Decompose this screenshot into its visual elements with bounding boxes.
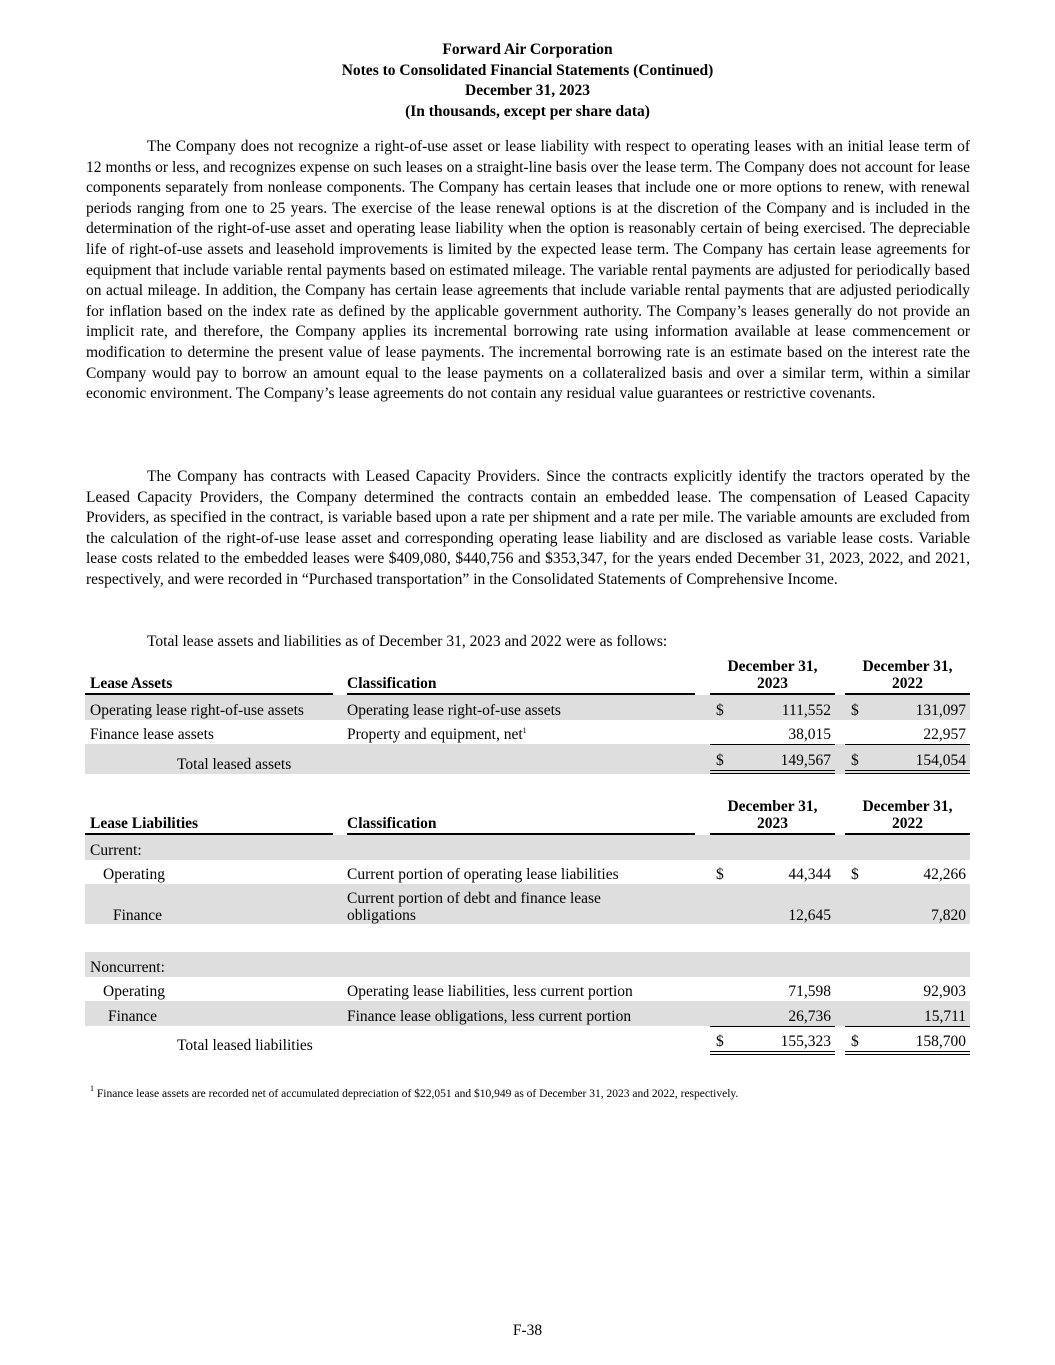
currency-symbol: $ (851, 1033, 859, 1050)
column-header-classification: Classification (347, 658, 695, 695)
document-subtitle: Notes to Consolidated Financial Statements (Continued) (341, 61, 714, 79)
total-value-2023: 149,567 (780, 751, 831, 769)
row-label: Operating lease right-of-use assets (90, 701, 304, 719)
value-2022: 22,957 (923, 726, 966, 743)
table-row (85, 860, 970, 885)
currency-symbol: $ (716, 1033, 724, 1050)
footnote-marker: 1 (90, 1084, 94, 1093)
total-value-2022: 158,700 (915, 1033, 966, 1050)
total-row (85, 744, 970, 774)
value-2022: 42,266 (923, 866, 966, 883)
row-label: Finance lease assets (90, 726, 214, 743)
value-2022: 7,820 (931, 907, 966, 924)
units-note: (In thousands, except per share data) (405, 102, 650, 120)
row-classification: Operating lease right-of-use assets (347, 695, 695, 720)
currency-symbol: $ (716, 701, 724, 719)
value-2022: 92,903 (923, 983, 966, 1000)
table-row (85, 720, 970, 745)
currency-symbol: $ (851, 866, 859, 883)
row-label: Operating (103, 983, 165, 1000)
row-label: Finance (113, 907, 163, 924)
column-header-lease-liabilities: Lease Liabilities (85, 798, 333, 835)
total-value-2023: 155,323 (780, 1033, 831, 1050)
total-value-2022: 154,054 (915, 751, 966, 769)
currency-symbol: $ (716, 866, 724, 883)
lease-liabilities-table (85, 798, 970, 1055)
currency-symbol: $ (851, 701, 859, 719)
value-2022: 15,711 (923, 1007, 966, 1025)
paragraph-table-intro: Total lease assets and liabilities as of December 31, 2023 and 2022 were as follows: (147, 633, 668, 650)
footnote-marker: 1 (522, 726, 527, 735)
row-classification: Finance lease obligations, less current portion (347, 1001, 695, 1026)
column-header-2023: December 31, 2023 (710, 798, 835, 835)
section-row-noncurrent (85, 952, 970, 977)
table-header-row (85, 658, 970, 695)
section-label: Noncurrent: (90, 958, 165, 976)
footnote (90, 1084, 738, 1100)
table-header-row (85, 798, 970, 835)
table-row (85, 977, 970, 1002)
table-row (85, 884, 970, 924)
paragraph-lease-policy: The Company does not recognize a right-of-use asset or lease liability with respect to operating leases with an initial lease term of 12 months or less, and recognizes expense on such leases on a straight-line basis over the lease term. The Company does not account for lease components separately from nonlease components. The Company has certain leases that include one or more options to renew, with renewal periods ranging from one to 25 years. The exercise of the lease renewal options is at the discretion of the Company and is included in the determination of the right-of-use asset and operating lease liability when the option is reasonably certain of being exercised. The depreciable life of right-of-use assets and leasehold improvements is limited by the expected lease term. The Company has certain lease agreements for equipment that include variable rental payments based on estimated mileage. The variable rental payments are adjusted for periodically based on actual mileage. In addition, the Company has certain lease agreements that include variable rental payments that are adjusted periodically for inflation based on the index rate as defined by the applicable government authority. The Company’s leases generally do not provide an implicit rate, and therefore, the Company applies its incremental borrowing rate using information available at lease commencement or modification to determine the present value of lease payments. The incremental borrowing rate is an estimate based on the interest rate the Company would pay to borrow an amount equal to the lease payments on a collateralized basis and over a similar term, within a similar economic environment. The Company’s lease agreements do not contain any residual value guarantees or restrictive covenants. (86, 138, 970, 403)
statement-date: December 31, 2023 (465, 82, 590, 99)
footnote-text: Finance lease assets are recorded net of accumulated depreciation of $22,051 and $10,949 as of December 31, 2023 and 2022, respectively. (96, 1088, 739, 1100)
table-row (85, 1001, 970, 1026)
row-label: Finance (108, 1007, 158, 1025)
row-label: Operating (103, 866, 165, 883)
currency-symbol: $ (716, 751, 724, 769)
value-2022: 131,097 (915, 701, 966, 719)
column-header-2023: December 31, 2023 (710, 658, 835, 695)
page-header (0, 40, 1055, 122)
currency-symbol: $ (851, 751, 859, 769)
value-2023: 111,552 (781, 701, 831, 719)
row-classification: Current portion of operating lease liabilities (347, 866, 619, 883)
total-label: Total leased liabilities (177, 1037, 313, 1054)
spacer-row (85, 924, 970, 952)
page-number: F-38 (512, 1322, 543, 1339)
column-header-2022: December 31, 2022 (845, 798, 970, 835)
row-classification: Operating lease liabilities, less current portion (347, 983, 633, 1000)
value-2023: 71,598 (788, 983, 831, 1000)
company-name: Forward Air Corporation (442, 41, 613, 58)
value-2023: 12,645 (788, 907, 831, 924)
lease-assets-table (85, 658, 970, 774)
total-row (85, 1026, 970, 1056)
value-2023: 26,736 (788, 1007, 831, 1025)
column-header-classification: Classification (347, 798, 695, 835)
column-header-lease-assets: Lease Assets (85, 658, 333, 695)
paragraph-leased-capacity: The Company has contracts with Leased Capacity Providers. Since the contracts explicitly identify the tractors operated by the Leased Capacity Providers, the Company determined the contracts contain an embedded lease. The compensation of Leased Capacity Providers, as specified in the contract, is variable based upon a rate per shipment and a rate per mile. The variable amounts are excluded from the calculation of the right-of-use lease asset and corresponding operating lease liability and are disclosed as variable lease costs. Variable lease costs related to the embedded leases were $409,080, $440,756 and $353,347, for the years ended December 31, 2023, 2022, and 2021, respectively, and were recorded in “Purchased transportation” in the Consolidated Statements of Comprehensive Income. (86, 468, 970, 588)
row-classification: Current portion of debt and finance lease obligations (347, 884, 695, 924)
row-classification: Property and equipment, net$^1$ (347, 726, 527, 743)
table-row (85, 695, 970, 720)
value-2023: 44,344 (788, 866, 831, 883)
section-row-current (85, 835, 970, 860)
value-2023: 38,015 (788, 726, 831, 743)
column-header-2022: December 31, 2022 (845, 658, 970, 695)
section-label: Current: (90, 841, 142, 859)
total-label: Total leased assets (177, 755, 292, 773)
